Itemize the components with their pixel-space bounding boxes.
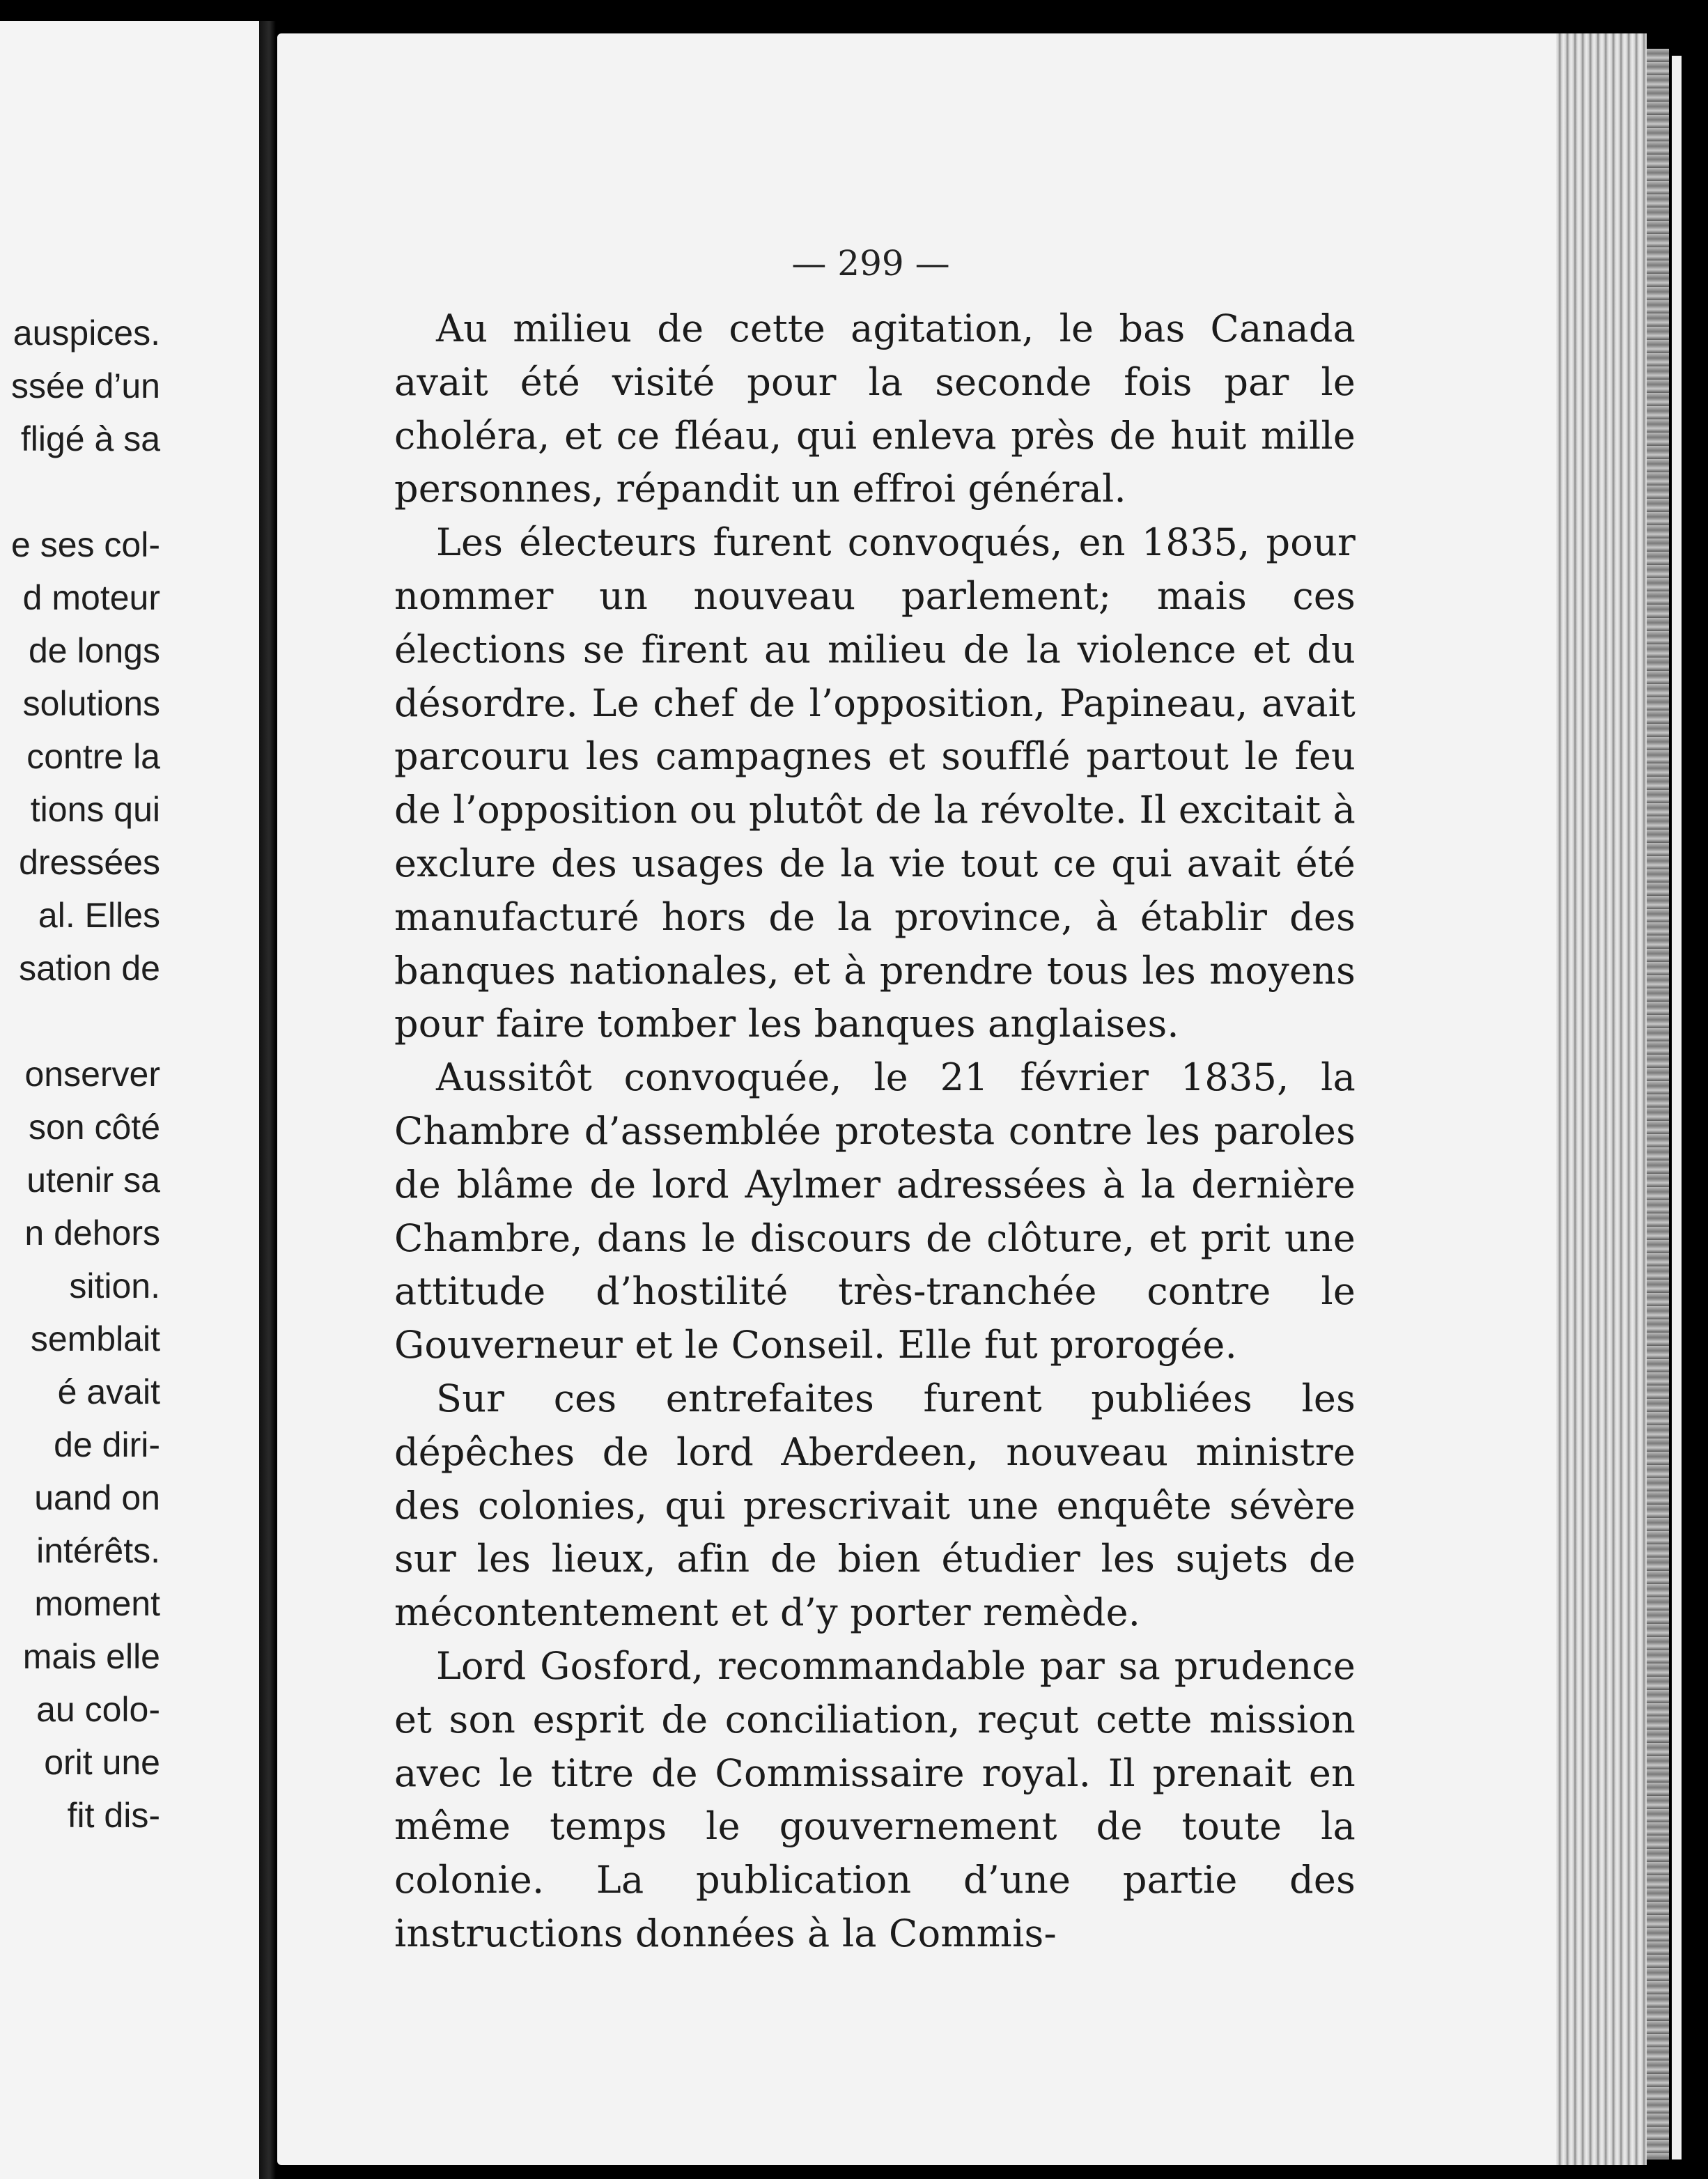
- left-page-line: é avait: [57, 1372, 160, 1411]
- left-page-line: tions qui: [30, 790, 160, 829]
- paragraph: Aussitôt convoquée, le 21 février 1835, la Chambre d’assemblée protesta contre les paroles de blâme de lord Aylmer adressées à la dernière Chambre, dans le discours de clôture, et prit une attitude d’hostilité très-tranchée contre le Gouverneur et le Conseil. Elle fut prorogée.: [394, 1055, 1356, 1367]
- facing-page-left: [0, 21, 259, 2179]
- page-number: — 299 —: [791, 243, 950, 284]
- left-page-line: n dehors: [24, 1213, 160, 1253]
- left-page-line: sition.: [69, 1266, 160, 1305]
- left-page-line: semblait: [30, 1319, 160, 1358]
- left-page-line: moment: [34, 1584, 160, 1623]
- paragraph: Au milieu de cette agitation, le bas Canada avait été visité pour la seconde fois par le choléra, et ce fléau, qui enleva près de huit mille personnes, répandit un effroi général.: [394, 307, 1356, 511]
- left-page-line: sation de: [19, 949, 160, 988]
- page-edges-shadow: [1647, 49, 1669, 2159]
- left-page-line: son côté: [28, 1108, 160, 1147]
- left-page-line: fligé à sa: [20, 419, 160, 458]
- body-text: [394, 302, 1356, 1961]
- book-cover-edge: [1672, 56, 1682, 2159]
- left-page-line: al. Elles: [38, 896, 160, 935]
- left-page-line: fit dis-: [67, 1796, 160, 1835]
- left-page-line: de longs: [28, 631, 160, 670]
- left-page-line: uand on: [34, 1478, 160, 1517]
- left-page-line: auspices.: [13, 313, 160, 352]
- left-page-line: orit une: [44, 1743, 160, 1782]
- page-edges: [1556, 33, 1647, 2165]
- left-page-line: d moteur: [22, 578, 160, 617]
- paragraph: Les électeurs furent convoqués, en 1835, pour nommer un nouveau parlement; mais ces élections se firent au milieu de la violence et du désordre. Le chef de l’opposition, Papineau, avait parcouru les campagnes et soufflé partout le feu de l’opposition ou plutôt de la révolte. Il excitait à exclure des usages de la vie tout ce qui avait été manufacturé hors de la province, à établir des banques nationales, et à prendre tous les moyens pour faire tomber les banques anglaises.: [394, 520, 1356, 1046]
- left-page-line: ssée d’un: [10, 366, 160, 405]
- left-page-line: intérêts.: [36, 1531, 160, 1570]
- paragraph: Lord Gosford, recommandable par sa prudence et son esprit de conciliation, reçut cette mission avec le titre de Commissaire royal. Il prenait en même temps le gouvernement de toute la colonie. La publication d’une partie des instructions données à la Commis-: [394, 1643, 1356, 1955]
- left-page-line: dressées: [19, 843, 160, 882]
- left-page-line: contre la: [26, 737, 160, 776]
- left-page-line: solutions: [22, 684, 160, 723]
- left-page-line: mais elle: [22, 1637, 160, 1676]
- left-page-line: de diri-: [54, 1425, 160, 1464]
- paragraph: Sur ces entrefaites furent publiées les dépêches de lord Aberdeen, nouveau ministre des colonies, qui prescrivait une enquête sévère sur les lieux, afin de bien étudier les sujets de mécontentement et d’y porter remède.: [394, 1376, 1356, 1635]
- book-gutter: [259, 21, 276, 2179]
- left-page-line: utenir sa: [26, 1161, 160, 1200]
- left-page-line: onserver: [24, 1055, 160, 1094]
- left-page-line: e ses col-: [11, 525, 160, 564]
- left-page-line: au colo-: [36, 1690, 160, 1729]
